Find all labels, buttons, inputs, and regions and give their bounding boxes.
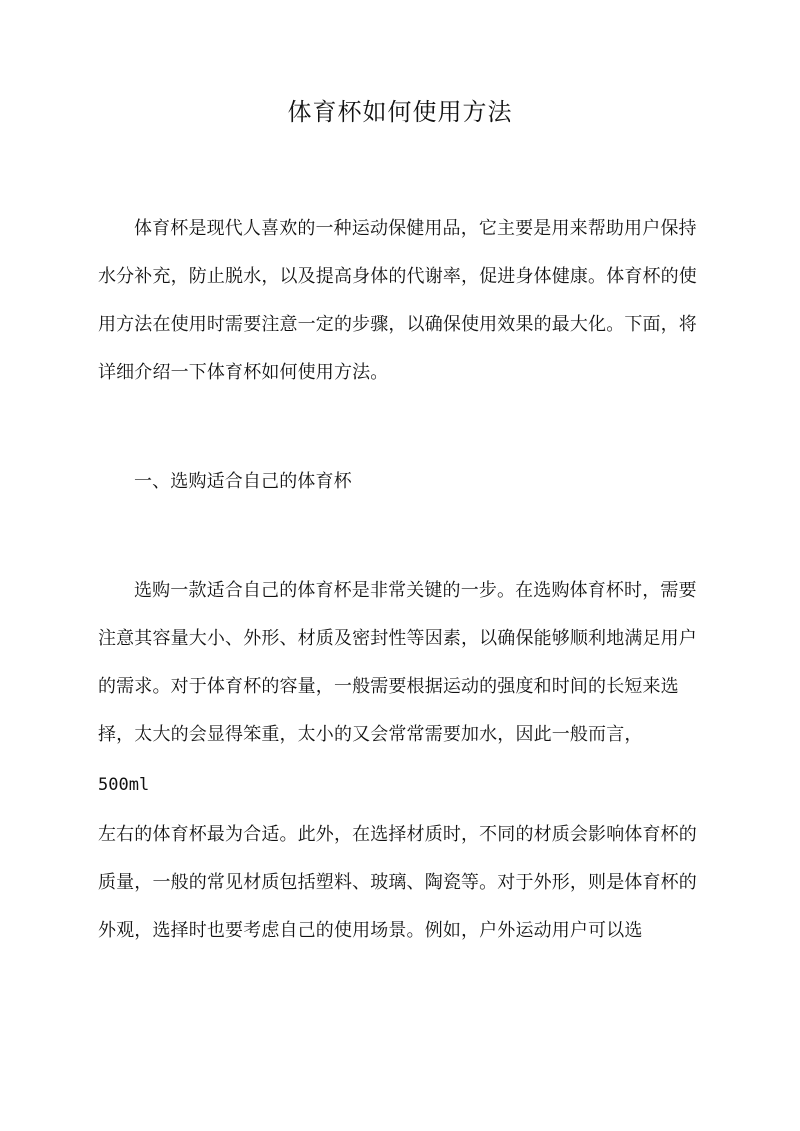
capacity-value: 500ml [98,775,150,795]
section-heading: 一、选购适合自己的体育杯 [134,471,352,492]
section-paragraph-1: 选购一款适合自己的体育杯是非常关键的一步。在选购体育杯时，需要注意其容量大小、外形、材质及密封性等因素，以确保能够顺利地满足用户的需求。对于体育杯的容量，一般需要根据运动的强度和时间的长短来选择，太大的会显得笨重，太小的又会常常需要加水，因此一般而言， [98,580,697,745]
document-title: 体育杯如何使用方法 [287,98,513,126]
intro-paragraph: 体育杯是现代人喜欢的一种运动保健用品，它主要是用来帮助用户保持水分补充，防止脱水，以及提高身体的代谢率，促进身体健康。体育杯的使用方法在使用时需要注意一定的步骤，以确保使用效果的最大化。下面，将详细介绍一下体育杯如何使用方法。 [98,218,697,383]
section-paragraph-2: 左右的体育杯最为合适。此外，在选择材质时，不同的材质会影响体育杯的质量，一般的常见材质包括塑料、玻璃、陶瓷等。对于外形，则是体育杯的外观，选择时也要考虑自己的使用场景。例如，户外运动用户可以选 [98,824,697,941]
